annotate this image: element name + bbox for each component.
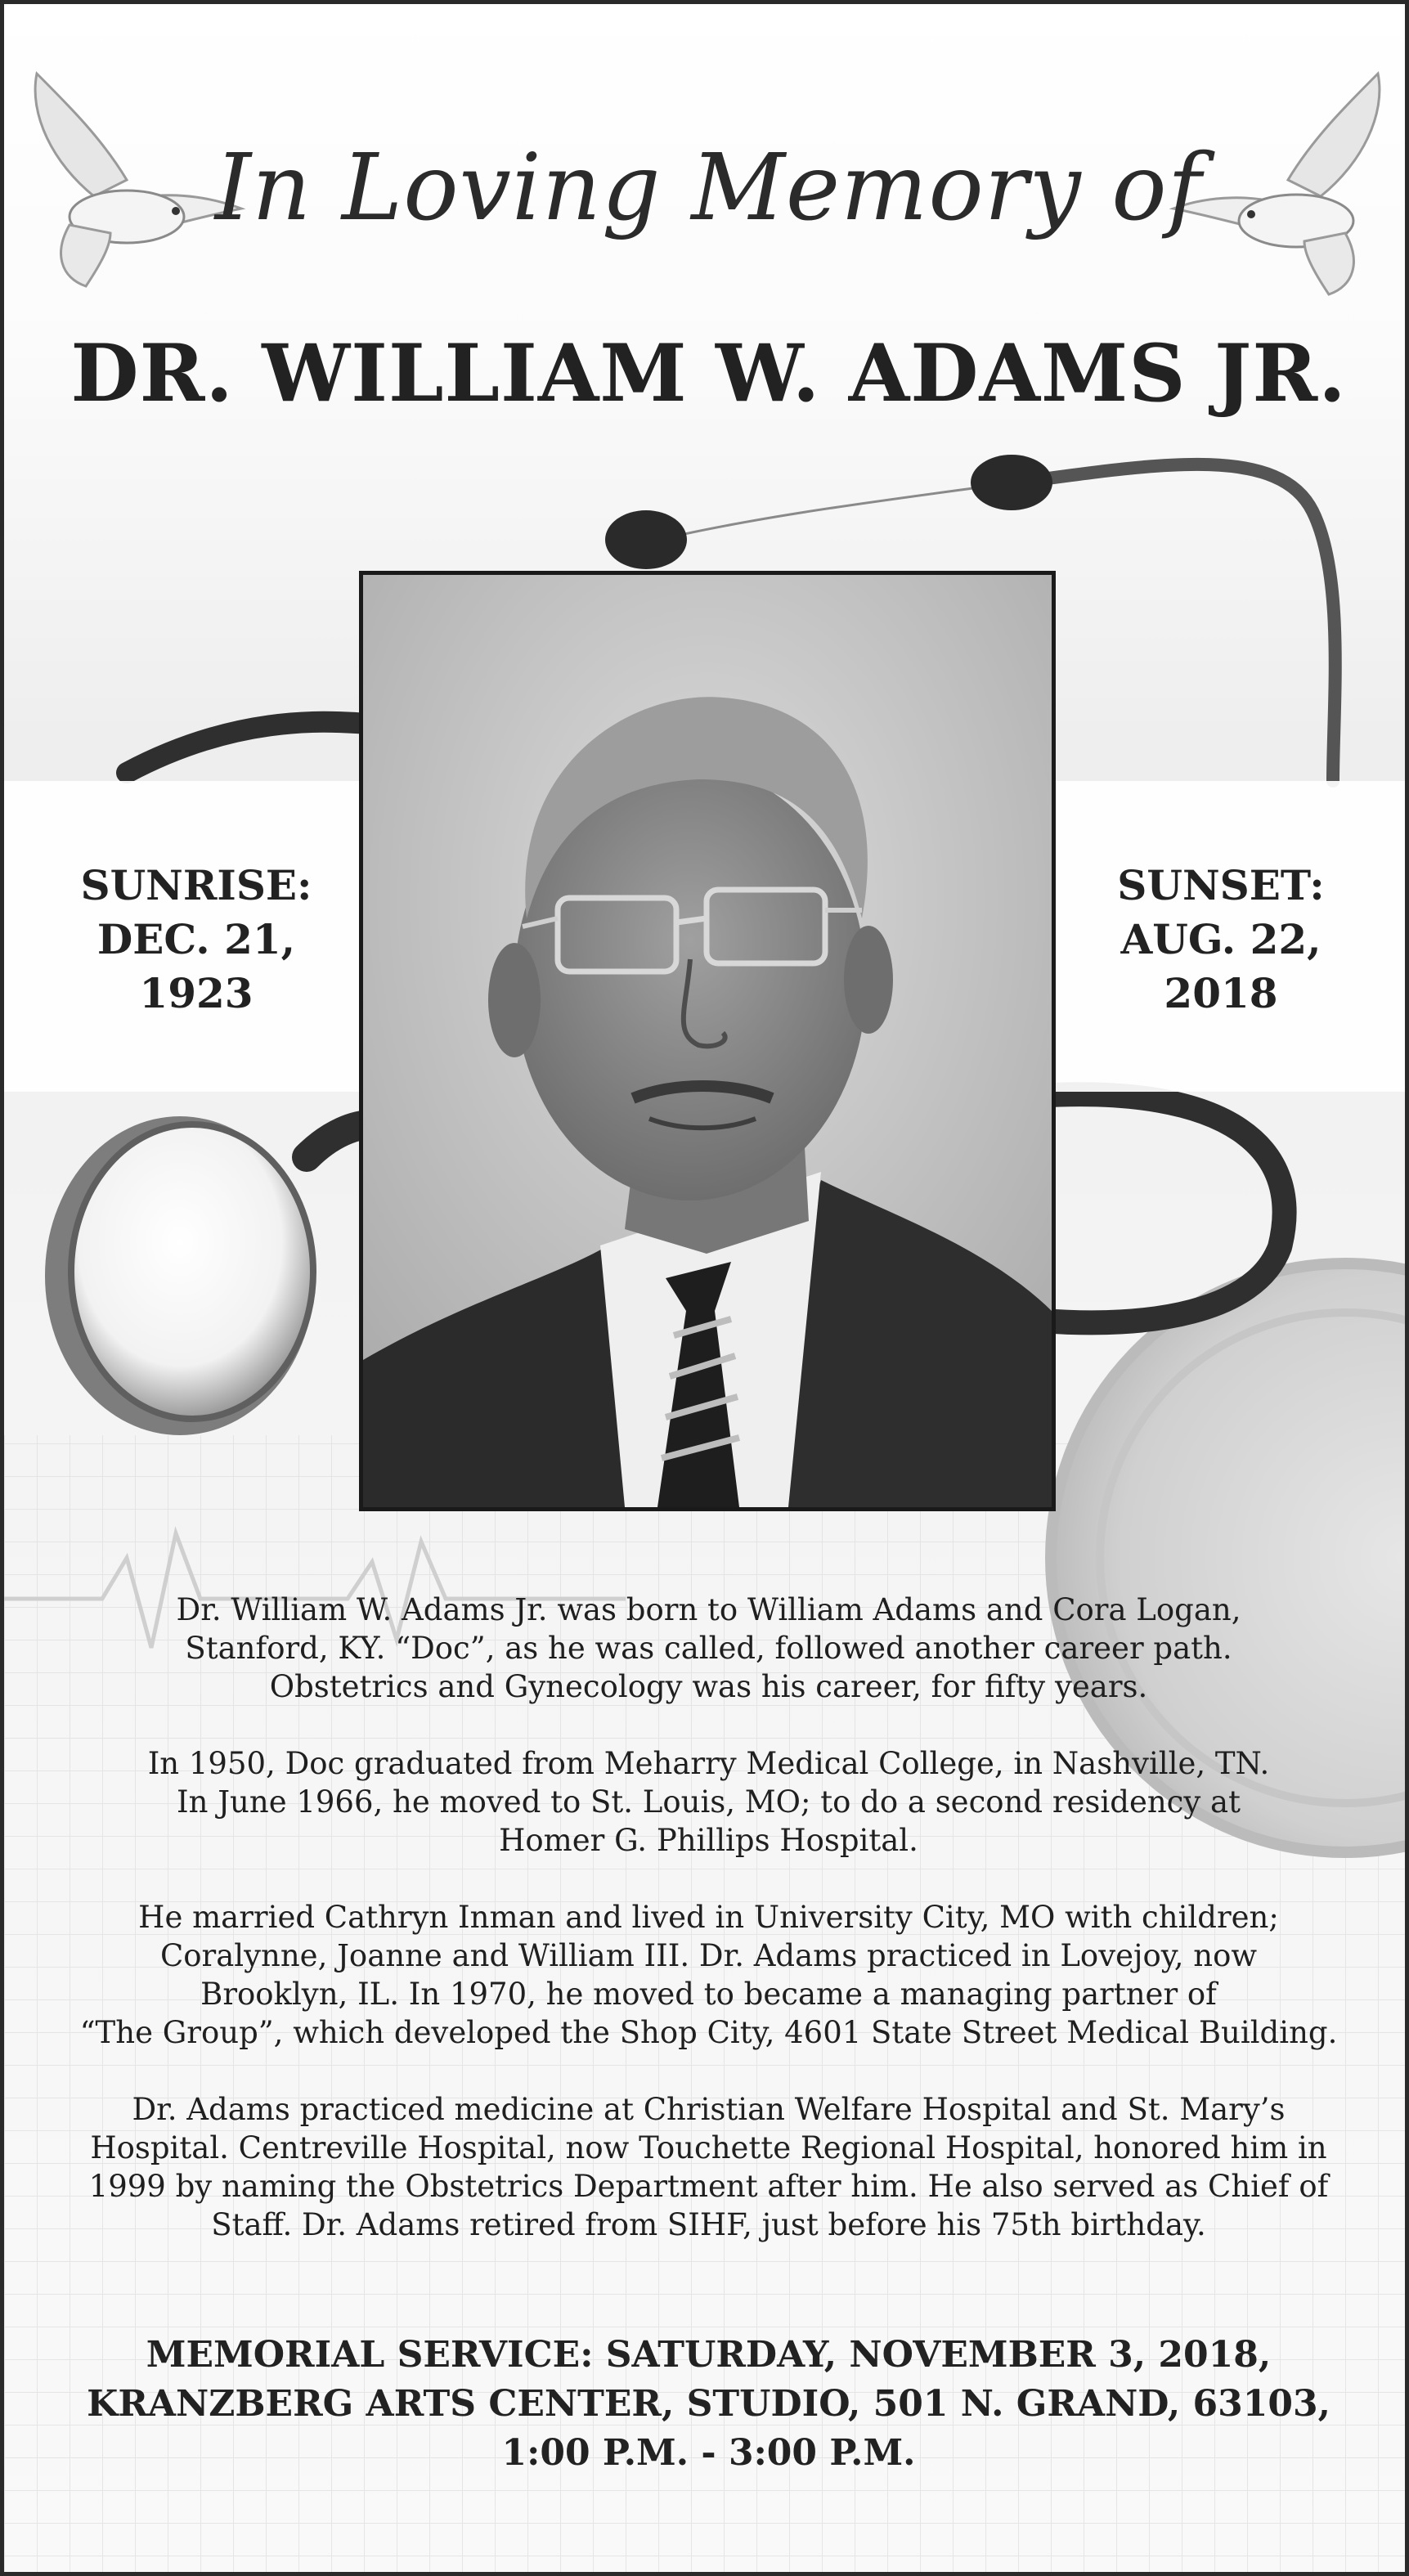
sunrise-label: SUNRISE: xyxy=(80,861,312,909)
service-line: MEMORIAL SERVICE: SATURDAY, NOVEMBER 3, 2018, xyxy=(146,2334,1272,2376)
earpiece-icon xyxy=(605,510,687,569)
sunrise-date xyxy=(25,859,368,1021)
memorial-service-info xyxy=(4,2331,1409,2478)
sunset-label: SUNSET: xyxy=(1117,861,1325,909)
bio-line: Obstetrics and Gynecology was his career, for fifty years. xyxy=(269,1669,1148,1704)
biography xyxy=(37,1591,1380,2282)
sunset-date xyxy=(1049,859,1393,1021)
bio-line: Staff. Dr. Adams retired from SIHF, just before his 75th birthday. xyxy=(211,2207,1206,2242)
service-line: 1:00 P.M. - 3:00 P.M. xyxy=(501,2432,916,2474)
bio-line: Stanford, KY. “Doc”, as he was called, followed another career path. xyxy=(185,1631,1232,1666)
deceased-name: DR. WILLIAM W. ADAMS JR. xyxy=(70,327,1347,420)
memorial-heading: In Loving Memory of xyxy=(214,135,1203,241)
sunset-day: AUG. 22, xyxy=(1120,915,1321,963)
bio-line: He married Cathryn Inman and lived in University City, MO with children; xyxy=(138,1900,1279,1935)
sunrise-day: DEC. 21, xyxy=(96,915,296,963)
bio-line: Dr. Adams practiced medicine at Christian Welfare Hospital and St. Mary’s xyxy=(132,2092,1286,2127)
bio-line: In 1950, Doc graduated from Meharry Medical College, in Nashville, TN. xyxy=(147,1746,1270,1781)
bio-line: Hospital. Centreville Hospital, now Touchette Regional Hospital, honored him in xyxy=(90,2130,1327,2165)
sunrise-year: 1923 xyxy=(139,969,254,1017)
bio-line: Coralynne, Joanne and William III. Dr. Adams practiced in Lovejoy, now xyxy=(159,1938,1258,1973)
bio-line: Dr. William W. Adams Jr. was born to William Adams and Cora Logan, xyxy=(176,1592,1241,1627)
bio-line: 1999 by naming the Obstetrics Department after him. He also served as Chief of xyxy=(88,2169,1329,2204)
bio-line: In June 1966, he moved to St. Louis, MO; to do a second residency at xyxy=(177,1784,1241,1820)
bio-paragraph-1 xyxy=(37,1591,1380,1706)
bio-line: Homer G. Phillips Hospital. xyxy=(499,1823,918,1858)
bio-paragraph-2 xyxy=(37,1744,1380,1860)
earpiece-icon xyxy=(971,455,1052,510)
service-line: KRANZBERG ARTS CENTER, STUDIO, 501 N. GRAND, 63103, xyxy=(87,2383,1330,2425)
sunset-year: 2018 xyxy=(1164,969,1278,1017)
stethoscope-tube-icon xyxy=(127,722,372,773)
portrait-image xyxy=(363,575,1052,1507)
bio-paragraph-4 xyxy=(37,2090,1380,2244)
bio-line: Brooklyn, IL. In 1970, he moved to became a managing partner of xyxy=(200,1977,1217,2012)
bio-line: “The Group”, which developed the Shop City, 4601 State Street Medical Building. xyxy=(79,2015,1338,2050)
portrait-photo xyxy=(359,571,1056,1511)
bio-paragraph-3 xyxy=(37,1898,1380,2052)
